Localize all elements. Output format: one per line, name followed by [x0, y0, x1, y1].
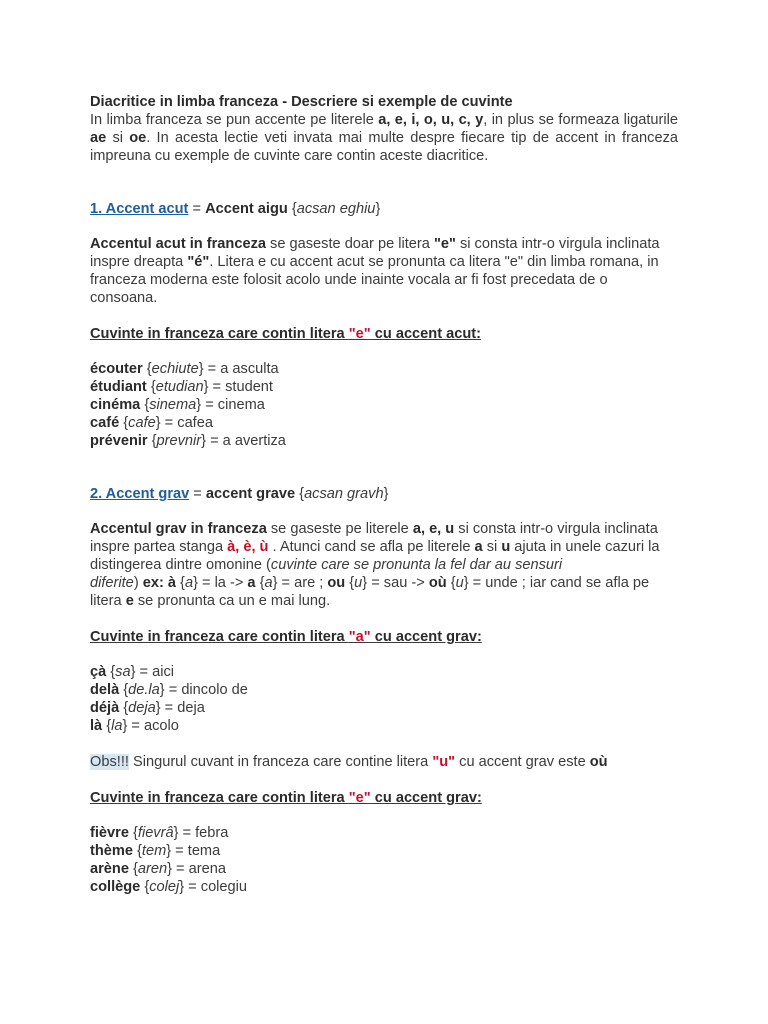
- word-pron: a: [264, 575, 273, 591]
- desc-text: se pronunta ca un e mai lung.: [133, 593, 331, 609]
- desc-text: } = sau ->: [362, 575, 429, 591]
- word-pron: aren: [137, 861, 168, 877]
- desc-italic: cuvinte care se pronunta la fel dar au sensuri: [270, 557, 563, 573]
- word: a: [247, 575, 256, 591]
- list-item: étudiant {etudian} = student: [90, 379, 273, 395]
- word-pron: cafe: [128, 415, 156, 431]
- list-item: cinéma {sinema} = cinema: [90, 397, 265, 413]
- word-pron: tem: [141, 843, 167, 859]
- desc-text: {: [176, 575, 185, 591]
- desc-text: {: [446, 575, 456, 591]
- acut-description: [90, 235, 678, 307]
- word-pron: la: [111, 718, 123, 734]
- desc-text: si: [482, 539, 502, 555]
- desc-text: {: [255, 575, 265, 591]
- pronunciation: acsan eghiu: [296, 201, 376, 217]
- desc-bold: Accentul acut in franceza: [90, 236, 266, 252]
- word: delà: [90, 682, 120, 698]
- subheading-text: Cuvinte in franceza care contin litera: [90, 326, 349, 342]
- grav-e-subheading: [90, 789, 678, 807]
- list-item: là {la} = acolo: [90, 718, 179, 734]
- desc-text: } = unde ; iar cand se afla pe litera: [90, 575, 650, 609]
- desc-text: ): [133, 575, 143, 591]
- highlight-letter: "a": [348, 629, 371, 645]
- word-meaning: deja: [177, 700, 205, 716]
- subheading-text: Cuvinte in franceza care contin litera: [90, 790, 349, 806]
- highlight-letter: "e": [348, 326, 371, 342]
- intro-paragraph: [90, 111, 678, 165]
- subheading-text: cu accent grav:: [370, 790, 482, 806]
- desc-text: . Litera e cu accent acut se pronunta ca litera "e" din limba romana, in franceza moderna este folosit acolo unde inainte vocala ar fi fost precedata de o consoana.: [90, 254, 659, 306]
- intro-text: In limba franceza se pun accente pe literele: [90, 112, 379, 128]
- accent-acut-link[interactable]: 1. Accent acut: [90, 201, 189, 217]
- list-item: café {cafe} = cafea: [90, 415, 213, 431]
- highlight-letter: "u": [432, 754, 456, 770]
- list-item: écouter {echiute} = a asculta: [90, 361, 279, 377]
- section-grav-heading: 2. Accent grav = accent grave {acsan gravh}: [90, 486, 389, 502]
- letter-e-quote: "e": [433, 236, 456, 252]
- obs-highlight: Obs!!!: [90, 754, 129, 770]
- word: cinéma: [90, 397, 141, 413]
- word-meaning: dincolo de: [181, 682, 248, 698]
- desc-text: si consta intr-o virgula inclinata inspre dreapta: [90, 236, 660, 270]
- desc-text: } = are ;: [272, 575, 328, 591]
- word-pron: etudian: [155, 379, 204, 395]
- word: arène: [90, 861, 129, 877]
- grav-description: [90, 520, 678, 610]
- word: café: [90, 415, 120, 431]
- word-meaning: acolo: [143, 718, 179, 734]
- word-pron: colej: [149, 879, 180, 895]
- desc-text: . Atunci cand se afla pe literele: [268, 539, 475, 555]
- word-pron: u: [354, 575, 363, 591]
- subheading-text: cu accent grav:: [370, 629, 482, 645]
- word: là: [90, 718, 103, 734]
- word-pron: deja: [128, 700, 156, 716]
- word-meaning: tema: [187, 843, 221, 859]
- list-item: çà {sa} = aici: [90, 664, 175, 680]
- acut-subheading: [90, 325, 678, 343]
- word-pron: u: [455, 575, 464, 591]
- obs-note: [90, 753, 678, 771]
- grav-a-word-list: [90, 663, 678, 735]
- subheading-text: Cuvinte in franceza care contin litera: [90, 629, 349, 645]
- word: collège: [90, 879, 141, 895]
- letters-aeu: a, e, u: [412, 521, 455, 537]
- intro-text: si: [106, 130, 130, 146]
- list-item: collège {colej} = colegiu: [90, 879, 248, 895]
- list-item: prévenir {prevnir} = a avertiza: [90, 433, 286, 449]
- letter-e: e: [125, 593, 134, 609]
- highlight-letter: "e": [348, 790, 371, 806]
- word: où: [428, 575, 447, 591]
- intro-letters: a, e, i, o, u, c, y: [378, 112, 484, 128]
- desc-italic: diferite: [90, 575, 134, 591]
- word: étudiant: [90, 379, 147, 395]
- word: ou: [327, 575, 346, 591]
- word: çà: [90, 664, 107, 680]
- letter-a: a: [474, 539, 483, 555]
- example-label: ex: à: [142, 575, 176, 591]
- accent-aigu-name: Accent aigu: [205, 201, 288, 217]
- list-item: arène {aren} = arena: [90, 861, 226, 877]
- desc-text: {: [345, 575, 355, 591]
- word: fièvre: [90, 825, 129, 841]
- list-item: delà {de.la} = dincolo de: [90, 682, 248, 698]
- letter-u: u: [501, 539, 511, 555]
- equals-sign: =: [188, 201, 206, 217]
- word-meaning: aici: [152, 664, 175, 680]
- ligature-ae: ae: [90, 130, 107, 146]
- word-pron: de.la: [128, 682, 160, 698]
- grav-e-word-list: [90, 824, 678, 896]
- desc-bold: Accentul grav in franceza: [90, 521, 267, 537]
- word: où: [589, 754, 608, 770]
- accent-grav-link[interactable]: 2. Accent grav: [90, 486, 190, 502]
- equals-sign: =: [189, 486, 206, 502]
- desc-text: } = la ->: [193, 575, 248, 591]
- word-meaning: febra: [195, 825, 229, 841]
- obs-text: cu accent grav este: [455, 754, 590, 770]
- list-item: fièvre {fievrâ} = febra: [90, 825, 229, 841]
- grav-a-subheading: [90, 628, 678, 646]
- word-meaning: a asculta: [220, 361, 279, 377]
- ligature-oe: oe: [129, 130, 147, 146]
- word-pron: prevnir: [156, 433, 202, 449]
- word-pron: fievrâ: [137, 825, 174, 841]
- word-meaning: colegiu: [200, 879, 248, 895]
- intro-text: . In acesta lectie veti invata mai multe despre fiecare tip de accent in franceza impreuna cu exemple de cuvinte care contin aceste diacritice.: [90, 130, 678, 164]
- word-pron: sinema: [149, 397, 197, 413]
- word-meaning: a avertiza: [222, 433, 286, 449]
- desc-text: se gaseste doar pe litera: [266, 236, 434, 252]
- desc-text: se gaseste pe literele: [266, 521, 413, 537]
- word: thème: [90, 843, 133, 859]
- obs-text: Singurul cuvant in franceza care contine litera: [128, 754, 433, 770]
- word-pron: a: [184, 575, 194, 591]
- section-acut-heading: 1. Accent acut = Accent aigu {acsan eghiu}: [90, 201, 381, 217]
- word-meaning: arena: [188, 861, 226, 877]
- letter-e-acute-quote: "é": [187, 254, 210, 270]
- word-pron: sa: [115, 664, 131, 680]
- word: écouter: [90, 361, 143, 377]
- intro-text: , in plus se formeaza ligaturile: [483, 112, 678, 128]
- accent-grave-name: accent grave: [205, 486, 296, 502]
- word: prévenir: [90, 433, 148, 449]
- subheading-text: cu accent acut:: [370, 326, 481, 342]
- word-pron: echiute: [151, 361, 199, 377]
- desc-text: ajuta in unele cazuri la distingerea dintre omonine (: [90, 539, 660, 573]
- word-meaning: student: [225, 379, 273, 395]
- word: déjà: [90, 700, 120, 716]
- page-title: Diacritice in limba franceza - Descriere si exemple de cuvinte: [90, 94, 513, 110]
- desc-text: si consta intr-o virgula inclinata inspre partea stanga: [90, 521, 658, 555]
- list-item: déjà {deja} = deja: [90, 700, 205, 716]
- pronunciation: acsan gravh: [304, 486, 384, 502]
- word-meaning: cafea: [177, 415, 213, 431]
- list-item: thème {tem} = tema: [90, 843, 221, 859]
- acut-word-list: [90, 360, 678, 450]
- grave-marks: à, è, ù: [227, 539, 269, 555]
- word-meaning: cinema: [217, 397, 265, 413]
